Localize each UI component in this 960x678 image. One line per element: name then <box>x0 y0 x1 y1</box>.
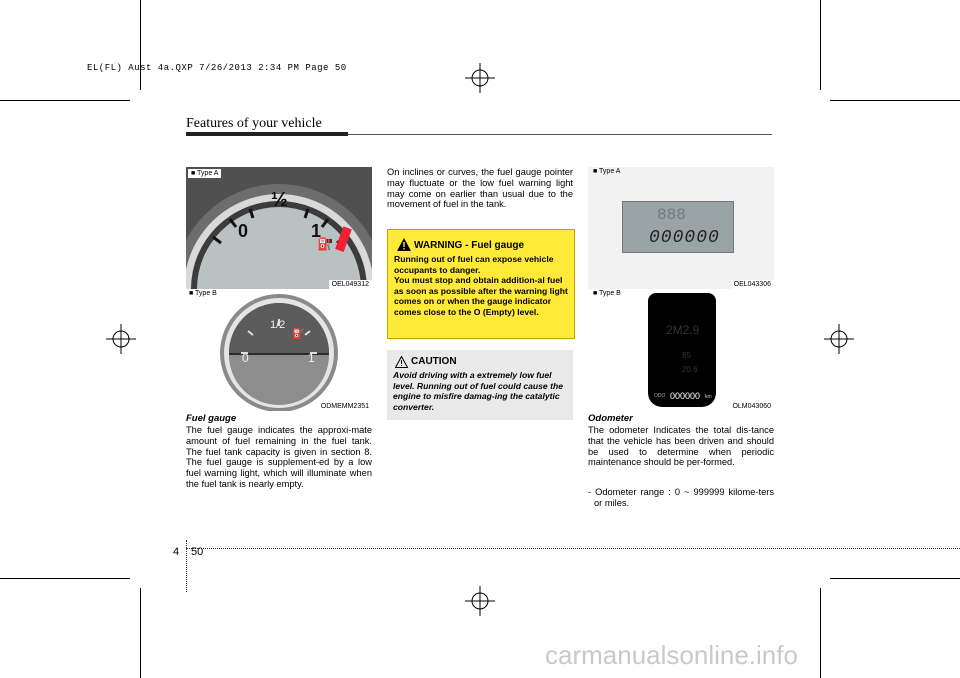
odometer-cluster-display: 2M2.9 85 20.6 ODO 000000 km <box>648 293 716 407</box>
fuel-gauge-heading: Fuel gauge <box>186 413 237 424</box>
header-rule <box>186 132 348 136</box>
incline-note: On inclines or curves, the fuel gauge pointer may fluctuate or the low fuel warning light may come on earlier than usual due to the movement of fuel in the tank. <box>387 167 573 210</box>
odometer-heading: Odometer <box>588 413 633 424</box>
gauge-mark-full: 1 <box>311 221 322 241</box>
gauge-mark-half: ½ <box>271 189 288 211</box>
warning-title: WARNING - Fuel gauge <box>414 240 524 251</box>
odometer-digits: 000000 <box>670 391 701 401</box>
odometer-unit: km <box>705 394 712 400</box>
registration-mark-icon <box>465 63 495 93</box>
gauge-mark-half: 1/2 <box>270 319 286 331</box>
caution-box <box>387 350 573 420</box>
figure-code: OLM043060 <box>729 402 774 411</box>
type-label: ■ Type A <box>188 169 221 178</box>
crop-mark <box>140 0 141 90</box>
odometer-body: The odometer Indicates the total dis-tance that the vehicle has been driven and should be used to determine when periodic maintenance should be per-formed. <box>588 425 774 468</box>
crop-mark <box>820 588 821 678</box>
odometer-figure-type-b <box>588 289 774 411</box>
registration-mark-icon <box>465 586 495 616</box>
header-rule <box>348 134 772 135</box>
crop-mark <box>830 100 960 101</box>
crop-mark <box>820 0 821 90</box>
lcd-segments: 888 <box>657 206 686 224</box>
print-slug: EL(FL) Aust 4a.QXP 7/26/2013 2:34 PM Page 50 <box>87 63 347 73</box>
crop-mark <box>140 588 141 678</box>
fuel-pump-icon: ⛽ <box>317 237 332 251</box>
warning-box <box>387 229 575 339</box>
page-header-title: Features of your vehicle <box>186 116 322 131</box>
fuel-gauge-figure-type-a <box>186 167 372 289</box>
footer-rule <box>186 548 960 549</box>
crop-mark <box>0 100 130 101</box>
crop-mark <box>0 578 130 579</box>
odometer-range: - Odometer range : 0 ~ 999999 kilome-ters or miles. <box>588 487 774 508</box>
fuel-gauge-figure-type-b <box>186 289 372 411</box>
warning-text <box>394 254 570 318</box>
caution-title: CAUTION <box>411 356 457 367</box>
figure-code: ODMEMM2351 <box>318 402 372 411</box>
fuel-gauge-dial-icon <box>186 289 372 411</box>
type-label: ■ Type B <box>186 289 220 298</box>
gauge-mark-empty: 0 <box>242 351 249 365</box>
warning-paragraph: Running out of fuel can expose vehicle occupants to danger. <box>394 254 554 275</box>
caution-triangle-icon <box>395 356 408 368</box>
type-label: ■ Type A <box>593 168 621 175</box>
gauge-mark-empty: 0 <box>238 221 249 241</box>
watermark: carmanualsonline.info <box>545 640 798 670</box>
gauge-mark-full: 1 <box>308 351 315 365</box>
odometer-lcd-display <box>622 201 734 253</box>
odometer-figure-type-a <box>588 167 774 289</box>
page-number: 50 <box>191 546 204 558</box>
caution-text: Avoid driving with a extremely low fuel level. Running out of fuel could cause the engine to misfire damag-ing the catalytic converter. <box>393 370 563 412</box>
fuel-gauge-body: The fuel gauge indicates the approxi-mate amount of fuel remaining in the fuel tank. The fuel tank capacity is given in section 8. The fuel gauge is supplement-ed by a low fuel warning light, which will illuminate when the fuel tank is nearly empty. <box>186 425 372 489</box>
fuel-pump-icon: ⛽ <box>292 329 305 340</box>
odo-tag: ODO <box>654 393 666 399</box>
odometer-digits: 000000 <box>649 228 720 248</box>
registration-mark-icon <box>106 324 136 354</box>
warning-paragraph: You must stop and obtain addition-al fuel as soon as possible after the warning light comes on or when the gauge indicator comes close to the O (Empty) level. <box>394 275 568 317</box>
figure-code: OEL043306 <box>731 280 774 289</box>
chapter-number: 4 <box>173 546 180 558</box>
type-label: ■ Type B <box>590 289 624 298</box>
warning-triangle-icon <box>397 238 411 251</box>
fuel-gauge-dial-icon <box>186 167 372 289</box>
figure-code: OEL049312 <box>329 280 372 289</box>
crop-mark <box>830 578 960 579</box>
registration-mark-icon <box>824 324 854 354</box>
footer-rule <box>186 540 187 592</box>
